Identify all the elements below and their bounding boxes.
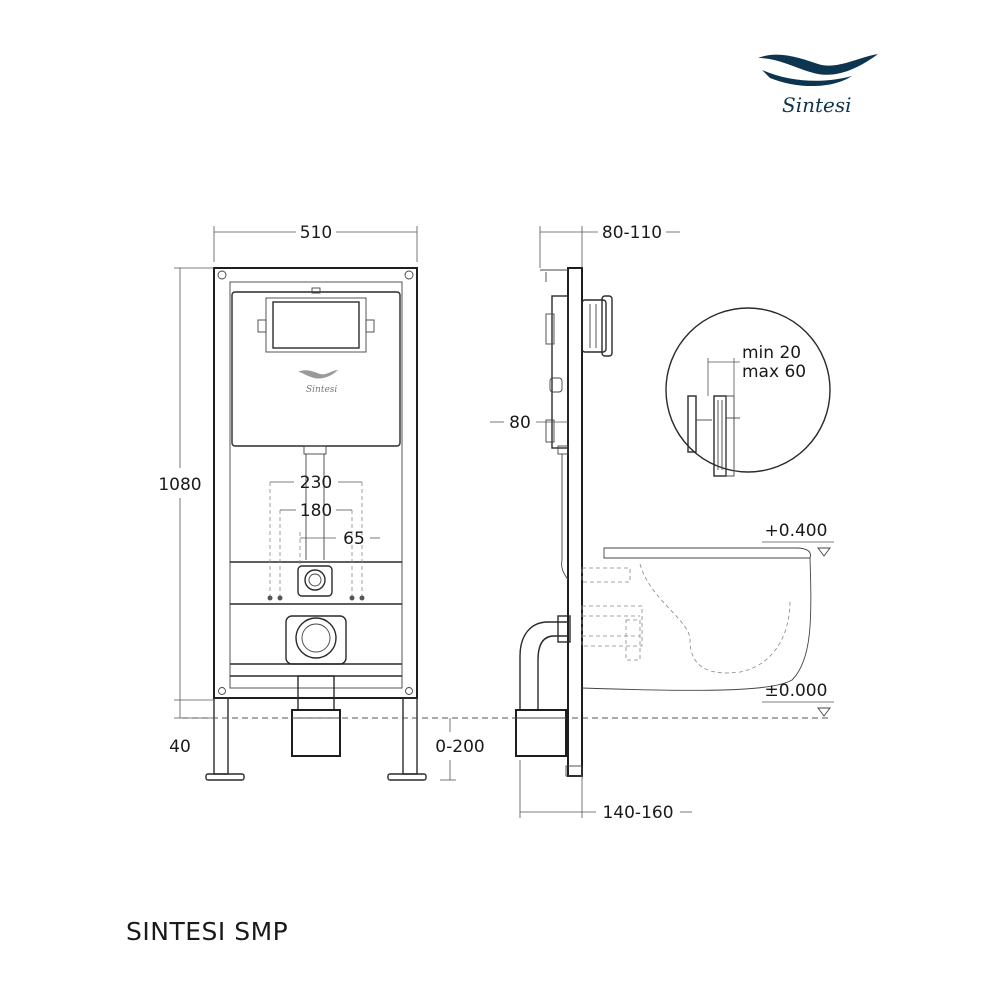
- dim-depth-80-110: 80-110: [601, 223, 663, 243]
- level-plus-0-400: +0.400: [764, 521, 828, 541]
- dim-leg-adjust-0-200: 0-200: [435, 737, 485, 757]
- dim-depth-140-160: 140-160: [602, 803, 674, 823]
- dim-leg-40: 40: [169, 737, 191, 757]
- level-zero: ±0.000: [764, 681, 828, 701]
- dim-depth-80: 80: [509, 413, 531, 433]
- detail-callout: [666, 308, 830, 476]
- detail-min-20: min 20: [742, 343, 802, 363]
- detail-max-60: max 60: [742, 362, 807, 382]
- dim-spacing-230: 230: [299, 473, 333, 493]
- product-title: SINTESI SMP: [126, 917, 289, 946]
- dim-width-510: 510: [299, 223, 333, 243]
- front-view: [158, 223, 484, 780]
- panel-logo-text: Sintesi: [306, 385, 338, 395]
- dim-height-1080: 1080: [158, 475, 202, 495]
- brand-name: Sintesi: [782, 93, 852, 117]
- logo-wave-icon: [758, 54, 878, 75]
- dim-spacing-180: 180: [299, 501, 333, 521]
- dim-offset-65: 65: [343, 529, 365, 549]
- side-view: [490, 223, 834, 823]
- brand-logo: [758, 54, 878, 117]
